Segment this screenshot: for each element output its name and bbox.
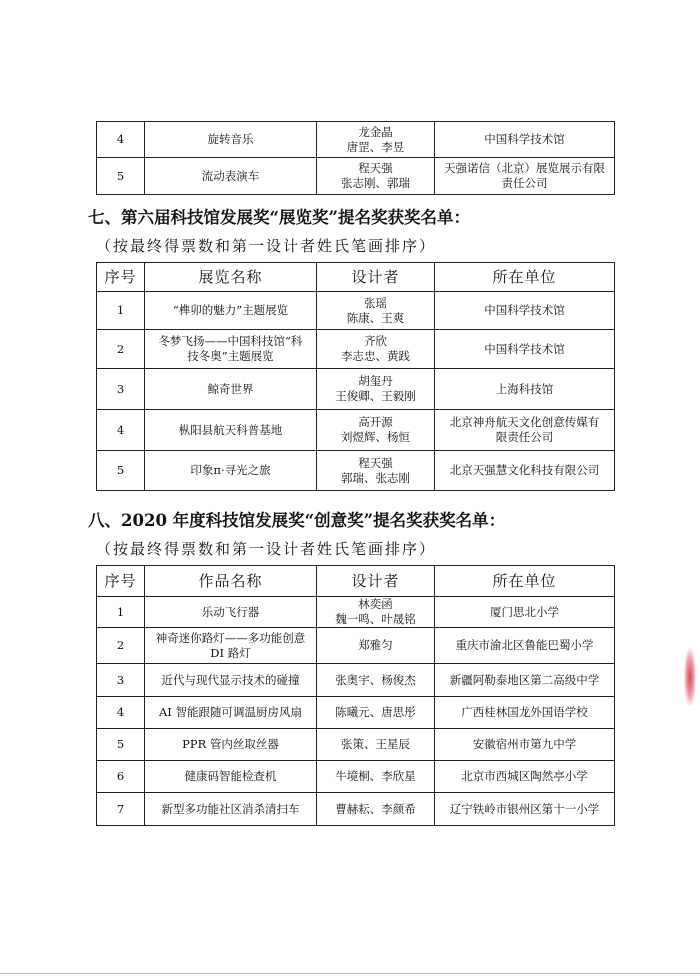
row-index-line: 5 <box>116 168 125 183</box>
entry-name-line: 健康码智能检查机 <box>184 769 277 783</box>
row-index-line: 5 <box>116 463 125 477</box>
table-header-row <box>97 263 615 292</box>
table-row <box>97 410 615 451</box>
table-row <box>97 369 615 410</box>
designers <box>317 664 435 697</box>
exhibition-award-table-body <box>97 292 615 491</box>
organization <box>435 292 615 330</box>
designers <box>317 793 435 826</box>
designers <box>317 410 435 451</box>
table-row <box>97 729 615 761</box>
entry-name-line: 乐动飞行器 <box>201 604 260 619</box>
entry-name <box>145 122 317 158</box>
creativity-award-table <box>96 565 615 826</box>
section7-sort-note: （按最终得票数和第一设计者姓氏笔画排序） <box>96 237 437 255</box>
organization-line: 广西桂林国龙外国语学校 <box>461 705 588 719</box>
entry-name <box>145 664 317 697</box>
organization <box>435 158 615 195</box>
entry-name-line: AI 智能跟随可调温厨房风扇 <box>158 705 302 719</box>
designers-line: 李志忠、黄践 <box>341 349 410 363</box>
entry-name-line: 近代与现代显示技术的碰撞 <box>161 672 300 687</box>
row-index-line: 3 <box>116 381 125 396</box>
organization <box>435 451 615 491</box>
entry-name-line: 印象π·寻光之旅 <box>190 463 271 477</box>
organization-line: 重庆市渝北区鲁能巴蜀小学 <box>455 638 594 652</box>
entry-name-line: DI 路灯 <box>210 645 251 660</box>
creativity-award-table-body <box>97 597 615 826</box>
row-index <box>97 292 145 330</box>
designers-line: 张瑶 <box>364 295 387 310</box>
table-row <box>97 761 615 793</box>
designers-line: 王俊卿、王毅刚 <box>335 389 416 403</box>
organization <box>435 330 615 369</box>
entry-name-line: 新型多功能社区消杀清扫车 <box>161 801 300 816</box>
entry-name <box>145 793 317 826</box>
continued-award-table-body <box>97 122 615 195</box>
entry-name <box>145 330 317 369</box>
organization-line: 新疆阿勒泰地区第二高级中学 <box>449 672 600 687</box>
organization <box>435 664 615 697</box>
row-index-line: 3 <box>116 672 125 687</box>
row-index <box>97 597 145 628</box>
entry-name <box>145 451 317 491</box>
exhibition-award-table <box>96 262 615 491</box>
organization <box>435 410 615 451</box>
organization-line: 天强诺信（北京）展览展示有限 <box>444 161 605 175</box>
designers <box>317 761 435 793</box>
header-name: 作品名称 <box>145 566 317 597</box>
header-unit: 所在单位 <box>435 566 615 597</box>
entry-name <box>145 597 317 628</box>
entry-name-line: 旋转音乐 <box>207 132 254 146</box>
section8-title: 八、2020 年度科技馆发展奖“创意奖”提名奖获奖名单： <box>88 511 506 530</box>
row-index-line: 1 <box>116 604 125 619</box>
entry-name <box>145 158 317 195</box>
entry-name <box>145 292 317 330</box>
header-designer: 设计者 <box>317 263 435 292</box>
designers <box>317 628 435 664</box>
organization-line: 中国科学技术馆 <box>484 132 565 146</box>
row-index <box>97 410 145 451</box>
row-index-line: 6 <box>116 769 125 783</box>
organization <box>435 729 615 761</box>
organization-line: 辽宁铁岭市银州区第十一小学 <box>449 801 600 816</box>
continued-award-table <box>96 121 615 195</box>
designers <box>317 158 435 195</box>
organization <box>435 628 615 664</box>
organization-line: 责任公司 <box>501 176 548 190</box>
row-index <box>97 664 145 697</box>
organization <box>435 597 615 628</box>
table-row <box>97 122 615 158</box>
row-index-line: 2 <box>116 341 125 356</box>
organization <box>435 122 615 158</box>
entry-name-line: 冬梦飞扬——中国科技馆“科 <box>158 334 303 348</box>
row-index <box>97 697 145 729</box>
organization <box>435 793 615 826</box>
entry-name <box>145 410 317 451</box>
designers-line: 程天强 <box>358 455 393 470</box>
row-index-line: 1 <box>116 303 125 317</box>
entry-name <box>145 628 317 664</box>
row-index <box>97 729 145 761</box>
entry-name-line: “榫卯的魅力”主题展览 <box>172 303 289 317</box>
table-row <box>97 664 615 697</box>
entry-name-line: 枞阳县航天科普基地 <box>178 422 283 437</box>
organization <box>435 761 615 793</box>
entry-name <box>145 369 317 410</box>
designers-line: 林奕函 <box>358 597 393 611</box>
organization-line: 北京市西城区陶然亭小学 <box>461 769 588 783</box>
designers-line: 龙金晶 <box>358 124 393 139</box>
organization-line: 安徽宿州市第九中学 <box>472 737 577 751</box>
row-index-line: 4 <box>116 422 125 437</box>
header-designer: 设计者 <box>317 566 435 597</box>
table-row <box>97 330 615 369</box>
organization-line: 北京神舟航天文化创意传媒有 <box>449 415 600 429</box>
header-index: 序号 <box>97 263 145 292</box>
designers-line: 程天强 <box>358 161 393 175</box>
row-index-line: 5 <box>116 737 125 751</box>
designers-line: 郑雅匀 <box>358 638 393 652</box>
organization-line: 中国科学技术馆 <box>484 303 565 317</box>
organization-line: 中国科学技术馆 <box>484 341 565 356</box>
designers-line: 魏一鸣、叶晟铭 <box>335 612 416 626</box>
page-bottom-edge <box>0 973 700 974</box>
organization-line: 厦门思北小学 <box>490 604 559 619</box>
table-row <box>97 628 615 664</box>
designers-line: 陈曦元、唐思彤 <box>335 705 416 719</box>
row-index <box>97 158 145 195</box>
table-row <box>97 793 615 826</box>
row-index <box>97 122 145 158</box>
designers-line: 唐罡、李昱 <box>346 139 405 154</box>
row-index <box>97 793 145 826</box>
designers <box>317 330 435 369</box>
designers-line: 刘煜辉、杨恒 <box>341 430 410 444</box>
table-row <box>97 697 615 729</box>
designers-line: 胡玺丹 <box>358 374 393 388</box>
entry-name-line: 鲸奇世界 <box>207 381 254 396</box>
designers <box>317 451 435 491</box>
row-index-line: 2 <box>116 638 125 652</box>
row-index-line: 7 <box>116 801 125 816</box>
designers <box>317 697 435 729</box>
organization <box>435 369 615 410</box>
table-header-row <box>97 566 615 597</box>
row-index <box>97 628 145 664</box>
designers-line: 牛境桐、李欣星 <box>335 769 416 783</box>
designers <box>317 369 435 410</box>
designers <box>317 292 435 330</box>
designers <box>317 729 435 761</box>
entry-name-line: PPR 管内丝取丝器 <box>182 737 279 751</box>
section8-sort-note: （按最终得票数和第一设计者姓氏笔画排序） <box>96 540 437 558</box>
entry-name-line: 神奇迷你路灯——多功能创意 <box>155 630 306 645</box>
row-index <box>97 761 145 793</box>
designers-line: 张奥宇、杨俊杰 <box>335 672 416 687</box>
designers-line: 张策、王星辰 <box>341 737 410 751</box>
organization-line: 上海科技馆 <box>495 381 554 396</box>
row-index-line: 4 <box>116 132 125 146</box>
organization <box>435 697 615 729</box>
designers-line: 陈康、王爽 <box>346 310 405 325</box>
designers <box>317 597 435 628</box>
row-index <box>97 369 145 410</box>
designers-line: 张志刚、郭瑞 <box>341 176 410 190</box>
organization-line: 限责任公司 <box>495 430 554 444</box>
designers-line: 郭瑞、张志刚 <box>341 470 410 485</box>
designers-line: 齐欣 <box>364 334 387 348</box>
section7-title: 七、第六届科技馆发展奖“展览奖”提名奖获奖名单： <box>88 208 470 227</box>
designers-line: 高开源 <box>358 415 393 429</box>
designers <box>317 122 435 158</box>
row-index <box>97 451 145 491</box>
table-row <box>97 451 615 491</box>
entry-name <box>145 761 317 793</box>
header-unit: 所在单位 <box>435 263 615 292</box>
entry-name <box>145 729 317 761</box>
organization-line: 北京天强慧文化科技有限公司 <box>449 463 600 477</box>
header-name: 展览名称 <box>145 263 317 292</box>
entry-name-line: 技冬奥”主题展览 <box>187 349 274 363</box>
entry-name-line: 流动表演车 <box>201 168 260 183</box>
table-row <box>97 158 615 195</box>
entry-name <box>145 697 317 729</box>
designers-line: 曹赫耘、李颜希 <box>335 801 416 816</box>
red-seal-mark <box>684 648 696 706</box>
row-index-line: 4 <box>116 705 125 719</box>
table-row <box>97 597 615 628</box>
header-index: 序号 <box>97 566 145 597</box>
row-index <box>97 330 145 369</box>
table-row <box>97 292 615 330</box>
